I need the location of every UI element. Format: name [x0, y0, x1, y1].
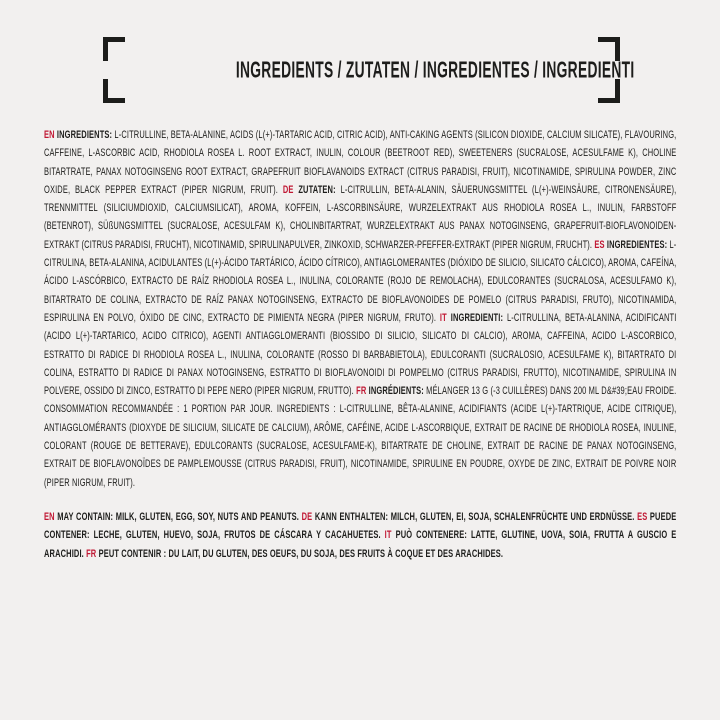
allergen-text-de: MILCH, GLUTEN, EI, SOJA, SCHALENFRÜCHTE UND ERDNÜSSE.: [390, 510, 635, 523]
ingredients-text-fr: MÉLANGER 13 G (-3 CUILLÈRES) DANS 200 ML D&#39;EAU FROIDE. CONSOMMATION RECOMMANDÉE : 1 PORTION PAR JOUR. INGREDIENTS : L-CITRULLINE, BÊTA-ALANINE, ACIDIFIANTS (ACIDE L(+)-TARTRIQUE, ACIDE CITRIQUE), ANTIAGGLOMÉRANTS (DIOXYDE DE SILICIUM, SILICATE DE CALCIUM), ARÔME, CAFÉINE, ACIDE L-ASCORBIQUE, EXTRAIT DE RACINE DE RHODIOLA ROSEA, INULINE, COLORANT (ROUGE DE BETTERAVE), EDULCORANTS (SUCRALOSE, ACESULFAME-K), BITARTRATE DE CHOLINE, EXTRAIT DE RACINE DE PANAX NOTOGINSENG, EXTRAIT DE BIOFLAVONOÏDES DE PAMPLEMOUSSE (CITRUS PARADISI, FRUIT), NICOTINAMIDE, SPIRULINE EN POUDRE, OXYDE DE ZINC, EXTRAIT DE POIVRE NOIR (PIPER NIGRUM, FRUIT).: [44, 385, 677, 489]
allergen-segment-fr: [86, 548, 503, 560]
ingredients-label-fr: INGRÉDIENTS:: [368, 385, 424, 398]
lang-code-es: ES: [594, 238, 605, 251]
allergen-paragraph: [44, 508, 676, 563]
allergen-text-fr: DU LAIT, DU GLUTEN, DES OEUFS, DU SOJA, DES FRUITS À COQUE ET DES ARACHIDES.: [168, 547, 504, 560]
ingredients-text-it: L-CITRULLINA, BETA-ALANINA, ACIDIFICANTI (ACIDO L(+)-TARTARICO, ACIDO CITRICO), AGENTI ANTIAGGLOMERANTI (BIOSSIDO DI SILICIO, SILICATO DI CALCIO), AROMA, CAFFEINA, ACIDO L-ASCORBICO, ESTRATTO DI RADICE DI RHODIOLA ROSEA L., INULINA, COLORANTE (ROSSO DI BARBABIETOLA), EDULCORANTI (SUCRALOSIO, ACESULFAME K), BITARTRATO DI COLINA, ESTRATTO DI RADICE DI PANAX NOTOGINSENG, ESTRATTO DI BIOFLAVONOIDI DI POMPELMO (CITRUS PARADISI, FRUTTO), NICOTINAMIDE, SPIRULINA IN POLVERE, OSSIDO DI ZINCO, ESTRATTO DI PEPE NERO (PIPER NIGRUM, FRUTTO).: [44, 311, 677, 398]
allergen-label-en: MAY CONTAIN:: [57, 510, 114, 523]
ingredients-paragraph: [44, 126, 676, 492]
allergen-text-en: MILK, GLUTEN, EGG, SOY, NUTS AND PEANUTS.: [115, 510, 299, 523]
lang-code-en: EN: [44, 129, 55, 141]
ingredients-segment-fr: [44, 385, 676, 488]
allergen-segment-en: [44, 511, 299, 523]
page-title: [103, 56, 635, 84]
ingredients-label-de: ZUTATEN:: [298, 183, 336, 196]
label-body: [44, 126, 676, 563]
allergen-label-fr: PEUT CONTENIR :: [98, 547, 167, 560]
lang-code-it: IT: [439, 311, 447, 324]
allergen-lang-code-it: IT: [384, 529, 392, 542]
ingredients-label-it: INGREDIENTI:: [450, 311, 504, 324]
allergen-lang-code-es: ES: [637, 510, 648, 523]
ingredients-label-en: INGREDIENTS:: [56, 129, 113, 141]
header-frame: [103, 37, 635, 103]
ingredients-text-en: L-CITRULLINE, BETA-ALANINE, ACIDS (L(+)-TARTARIC ACID, CITRIC ACID), ANTI-CAKING AGENTS (SILICON DIOXIDE, CALCIUM SILICATE), FLAVOURING, CAFFEINE, L-ASCORBIC ACID, RHODIOLA ROSEA L. ROOT EXTRACT, INULIN, COLOUR (BEETROOT RED), SWEETENERS (SUCRALOSE, ACESULFAME K), CHOLINE BITARTRATE, PANAX NOTOGINSENG ROOT EXTRACT, GRAPEFRUIT BIOFLAVANOIDS EXTRACT (CITRUS PARADISI, FRUIT), NICOTINAMIDE, SPIRULINA POWDER, ZINC OXIDE, BLACK PEPPER EXTRACT (PIPER NIGRUM, FRUIT).: [44, 129, 677, 196]
page-title-text: INGREDIENTS / ZUTATEN / INGREDIENTES / INGREDIENTI: [235, 56, 635, 83]
ingredients-label-es: INGREDIENTES:: [606, 238, 668, 251]
allergen-lang-code-en: EN: [44, 510, 55, 523]
lang-code-de: DE: [282, 183, 294, 196]
allergen-label-es: PUEDE CONTENER:: [44, 510, 677, 542]
allergen-label-de: KANN ENTHALTEN:: [314, 510, 389, 523]
allergen-label-it: PUÒ CONTENERE:: [395, 529, 467, 542]
allergen-lang-code-de: DE: [301, 510, 313, 523]
allergen-text-it: LATTE, GLUTINE, UOVA, SOIA, FRUTTA A GUSCIO E ARACHIDI.: [44, 529, 677, 560]
allergen-text-es: LECHE, GLUTEN, HUEVO, SOJA, FRUTOS DE CÁSCARA Y CACAHUETES.: [93, 529, 381, 542]
ingredients-text-es: L-CITRULINA, BETA-ALANINA, ACIDULANTES (L(+)-ÁCIDO TARTÁRICO, ÁCIDO CÍTRICO), ANTIAGLOMERANTES (DIÓXIDO DE SILICIO, SILICATO CÁLCICO), AROMA, CAFEÍNA, ÁCIDO L-ASCÓRBICO, EXTRACTO DE RAÍZ RHODIOLA ROSEA L., INULINA, COLORANTE (ROJO DE REMOLACHA), EDULCORANTES (SUCRALOSA, ACESULFAMO K), BITARTRATO DE COLINA, EXTRACTO DE RAÍZ PANAX NOTOGINSENG, EXTRACTO DE BIOFLAVONOIDES DE POMELO (CITRUS PARADISI, FRUTO), NICOTINAMIDA, ESPIRULINA EN POLVO, ÓXIDO DE CINC, EXTRACTO DE PIMIENTA NEGRA (PIPER NIGRUM, FRUTO).: [44, 238, 677, 324]
ingredients-text-de: L-CITRULLIN, BETA-ALANIN, SÄUERUNGSMITTEL (L(+)-WEINSÄURE, CITRONENSÄURE), TRENNMITTEL (SILICIUMDIOXID, CALCIUMSILICAT), AROMA, KOFFEIN, L-ASCORBINSÄURE, WURZELEXTRAKT AUS RHODIOLA ROSEA L., INULIN, FARBSTOFF (BETENROT), SÜßUNGSMITTEL (SUCRALOSE, ACESULFAM K), CHOLINBITARTRAT, WURZELEXTRAKT AUS PANAX NOTOGINSENG, GRAPEFRUIT-BIOFLAVONOIDEN-EXTRAKT (CITRUS PARADISI, FRUCHT), NICOTINAMID, SPIRULINAPULVER, ZINKOXID, SCHWARZER-PFEFFER-EXTRAKT (PIPER NIGRUM, FRUCHT).: [44, 183, 677, 251]
lang-code-fr: FR: [356, 385, 367, 398]
allergen-lang-code-fr: FR: [86, 547, 97, 560]
allergen-segment-de: [302, 511, 635, 523]
